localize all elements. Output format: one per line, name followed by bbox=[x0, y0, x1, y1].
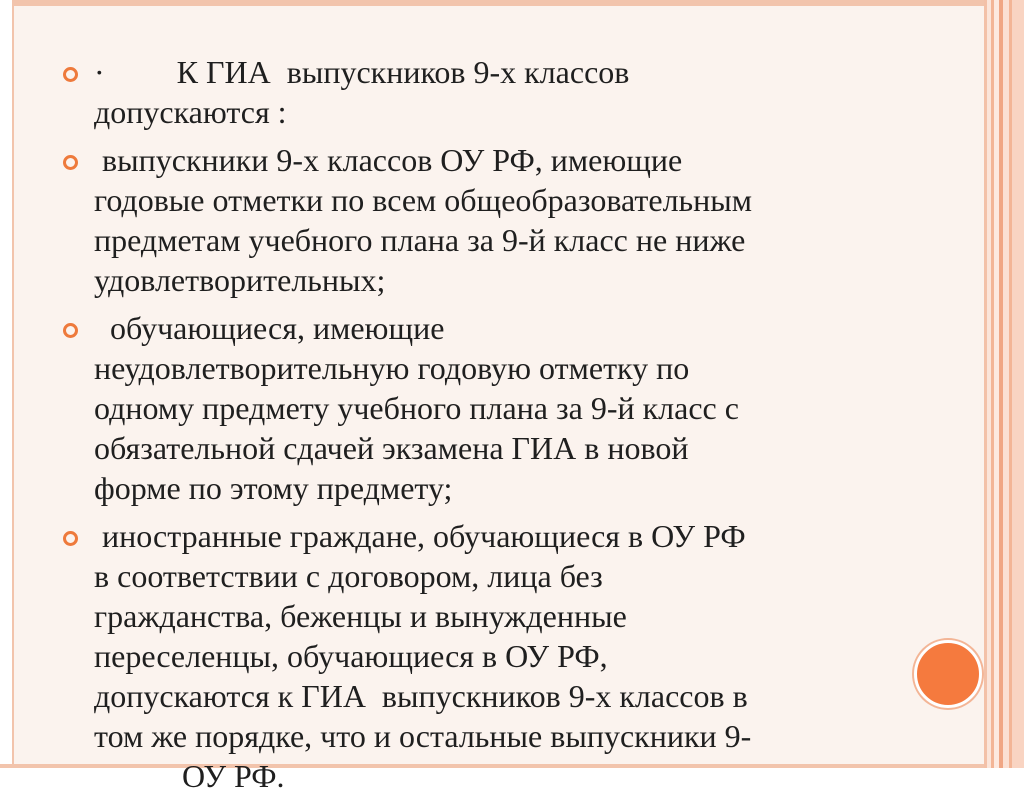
decorative-circle bbox=[914, 640, 982, 708]
stripe bbox=[1012, 0, 1024, 768]
top-border bbox=[0, 0, 1024, 6]
circle-bullet-icon bbox=[63, 323, 78, 338]
circle-bullet-icon bbox=[63, 531, 78, 546]
bullet-paragraph bbox=[58, 52, 958, 132]
circle-bullet-icon bbox=[63, 67, 78, 82]
slide-content bbox=[58, 52, 958, 794]
left-border bbox=[0, 0, 14, 768]
circle-bullet-icon bbox=[63, 155, 78, 170]
paragraph-text: обучающиеся, имеющие неудовлетворительную годовую отметку по одному предмету учебного плана за 9-й класс с обязательной сдачей экзамена ГИА в новой форме по этому предмету; bbox=[94, 310, 739, 506]
bullet-paragraph bbox=[58, 140, 958, 300]
paragraph-text: выпускники 9-х классов ОУ РФ, имеющие годовые отметки по всем общеобразовательным предметам учебного плана за 9-й класс не ниже удовлетворительных; bbox=[94, 142, 753, 298]
decorative-stripes bbox=[984, 0, 1024, 768]
paragraph-text: · К ГИА выпускников 9-х классов допускаются : bbox=[94, 54, 630, 130]
bullet-paragraph bbox=[58, 516, 958, 796]
paragraph-text: иностранные граждане, обучающиеся в ОУ РФ в соответствии с договором, лица без гражданства, беженцы и вынужденные переселенцы, обучающиеся в ОУ РФ, допускаются к ГИА выпускников 9-х классов в том же порядке, что и остальные выпускники 9- ОУ РФ. bbox=[94, 518, 752, 794]
bullet-paragraph bbox=[58, 308, 958, 508]
